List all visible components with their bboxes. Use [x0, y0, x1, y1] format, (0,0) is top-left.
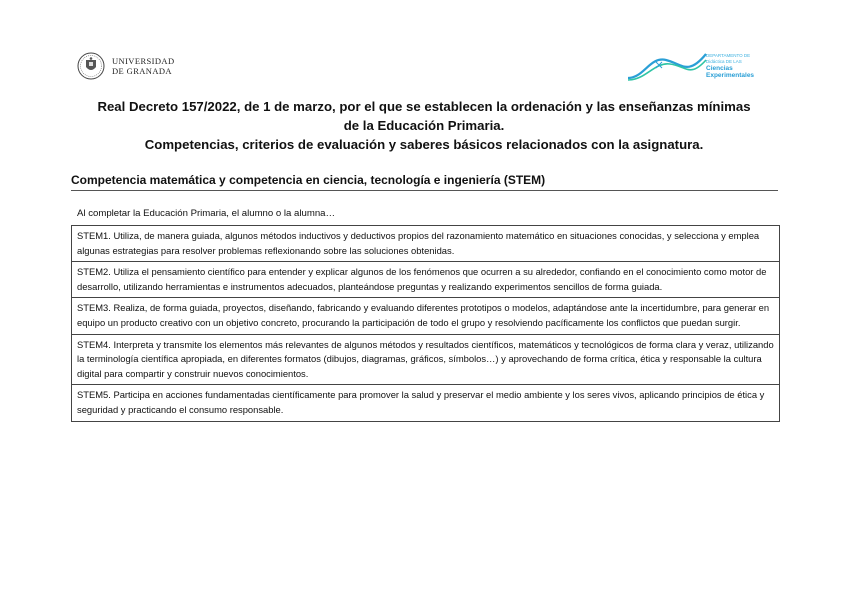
- university-seal-icon: [77, 52, 105, 80]
- department-logo: [626, 50, 754, 82]
- competency-row-stem1: STEM1. Utiliza, de manera guiada, algunos métodos inductivos y deductivos propios del razonamiento matemático en situaciones conocidas, y selecciona y emplea algunas estrategias para resolver problemas reflexionando sobre las soluciones obtenidas.: [72, 226, 779, 262]
- competency-row-stem2: STEM2. Utiliza el pensamiento científico para entender y explicar algunos de los fenómenos que ocurren a su alrededor, confiando en el conocimiento como motor de desarrollo, utilizando herramientas e instrumentos adecuados, planteándose preguntas y realizando experimentos sencillos de forma guiada.: [72, 262, 779, 298]
- university-name: [112, 56, 174, 76]
- section-heading: Competencia matemática y competencia en ciencia, tecnología e ingeniería (STEM): [71, 173, 778, 191]
- department-name-line3: Ciencias: [706, 64, 733, 72]
- competency-row-stem4: STEM4. Interpreta y transmite los elementos más relevantes de algunos métodos y resultados científicos, matemáticos y tecnológicos de forma clara y veraz, utilizando la terminología científica apropiada, en diferentes formatos (dibujos, diagramas, gráficos, símbolos…) y aprovechando de forma crítica, ética y responsable la cultura digital para compartir y construir nuevos conocimientos.: [72, 335, 779, 386]
- competencies-table: [71, 225, 780, 422]
- header-logos: [0, 48, 848, 88]
- title-line-3: Competencias, criterios de evaluación y saberes básicos relacionados con la asignatura.: [144, 137, 704, 152]
- intro-text: Al completar la Educación Primaria, el alumno o la alumna…: [77, 208, 336, 219]
- department-name: [706, 53, 754, 80]
- department-name-line1: DEPARTAMENTO DE: [706, 52, 751, 58]
- department-name-line4: Experimentales: [706, 72, 755, 79]
- university-name-line1: UNIVERSIDAD: [112, 56, 175, 66]
- document-title: [60, 97, 788, 154]
- title-line-2: de la Educación Primaria.: [343, 118, 505, 133]
- university-logo: [77, 52, 174, 80]
- title-line-1: Real Decreto 157/2022, de 1 de marzo, por el que se establecen la ordenación y las enseñanzas mínimas: [97, 99, 751, 114]
- competency-row-stem5: STEM5. Participa en acciones fundamentadas científicamente para promover la salud y preservar el medio ambiente y los seres vivos, aplicando principios de ética y seguridad y practicando el consumo responsable.: [72, 385, 779, 421]
- department-name-line2: Didáctica DE LAS: [706, 58, 742, 64]
- competency-row-stem3: STEM3. Realiza, de forma guiada, proyectos, diseñando, fabricando y evaluando diferentes prototipos o modelos, adaptándose ante la incertidumbre, para generar en equipo un producto creativo con un objetivo concreto, procurando la participación de todo el grupo y resolviendo pacíficamente los conflictos que puedan surgir.: [72, 298, 779, 334]
- department-wave-icon: [626, 50, 708, 82]
- university-name-line2: DE GRANADA: [112, 66, 172, 76]
